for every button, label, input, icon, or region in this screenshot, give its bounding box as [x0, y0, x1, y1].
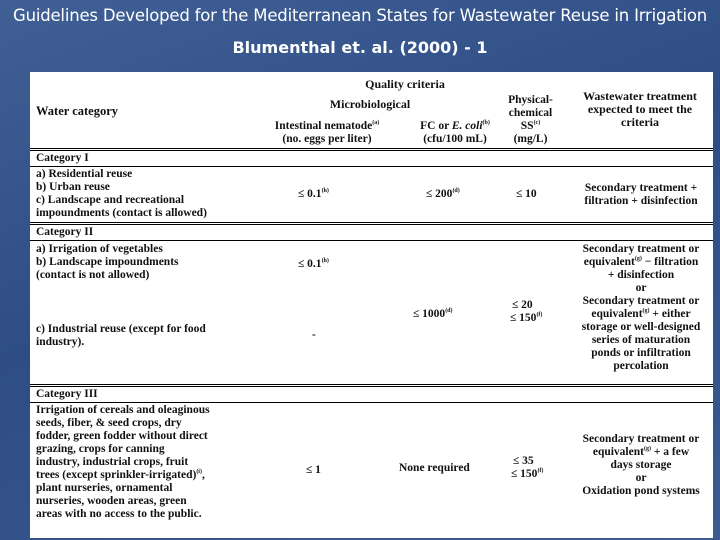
- microbiological-header: Microbiological: [329, 97, 411, 111]
- treatment-header: Wastewater treatment expected to meet the criteria: [583, 89, 697, 129]
- category-3-uses: Irrigation of cereals and oleaginous seeds, fiber, & seed crops, dry fodder, green fodder without direct grazing, crops for canning industry, industrial crops, fruit trees (except sprinkler-irrigated)$^{(i)}$, plant nurseries, ornamental nurseries, wooden areas, green areas with no access to the public.: [36, 404, 210, 520]
- category-3-label: Category III: [36, 388, 98, 400]
- category-2-nematode-ab: ≤ $0.1^{(h)}$: [298, 258, 329, 270]
- slide-subtitle: Blumenthal et. al. (2000) - 1: [232, 38, 488, 57]
- category-divider: [30, 222, 713, 225]
- category-divider: [30, 384, 713, 387]
- category-1-treatment: Secondary treatment + filtration + disinfection: [584, 182, 698, 207]
- category-2-uses-c: c) Industrial reuse (except for food industry).: [36, 323, 206, 348]
- category-3-ss: ≤ 35 ≤ $150^{(f)}$: [511, 455, 544, 480]
- physical-chemical-header: Physical- chemical SS$^{(c)}$ (mg/L): [508, 94, 553, 145]
- category-2-treatment: Secondary treatment or equivalent$^{(g)}$ − filtration + disinfection or Secondary treatment or equivalent$^{(g)}$ + either storage or well-designed series of maturation ponds or infiltration percolation: [581, 243, 701, 372]
- water-category-header: Water category: [36, 104, 119, 118]
- category-1-label: Category I: [36, 152, 89, 164]
- nematode-header: Intestinal nematode$^{(a)}$ (no. eggs per liter): [274, 120, 380, 145]
- divider: [30, 240, 713, 241]
- category-2-nematode-c: -: [312, 329, 316, 341]
- category-2-label: Category II: [36, 226, 94, 238]
- category-1-uses: a) Residential reuse b) Urban reuse c) Landscape and recreational impoundments (contact is allowed): [36, 168, 207, 219]
- category-3-treatment: Secondary treatment or equivalent$^{(g)}$ + a few days storage or Oxidation pond systems: [582, 433, 700, 497]
- category-1-fc: ≤ $200^{(d)}$: [426, 188, 460, 200]
- category-2-fc: ≤ $1000^{(d)}$: [413, 308, 453, 320]
- quality-criteria-header: Quality criteria: [365, 77, 445, 91]
- category-3-fc: None required: [399, 462, 470, 474]
- category-2-uses-ab: a) Irrigation of vegetables b) Landscape impoundments (contact is not allowed): [36, 243, 179, 281]
- category-2-ss: ≤ 20 ≤ $150^{(f)}$: [510, 299, 543, 324]
- category-3-nematode: ≤ 1: [306, 464, 321, 476]
- divider: [30, 402, 713, 403]
- header-divider: [30, 148, 713, 151]
- divider: [30, 166, 713, 167]
- guidelines-table: [30, 72, 713, 538]
- fc-header: FC or E. coli$^{(b)}$ (cfu/100 mL): [420, 120, 490, 145]
- slide-title: Guidelines Developed for the Mediterranean States for Wastewater Reuse in Irrigation: [12, 6, 708, 25]
- category-1-nematode: ≤ $0.1^{(h)}$: [298, 188, 329, 200]
- category-1-ss: ≤ 10: [516, 188, 537, 200]
